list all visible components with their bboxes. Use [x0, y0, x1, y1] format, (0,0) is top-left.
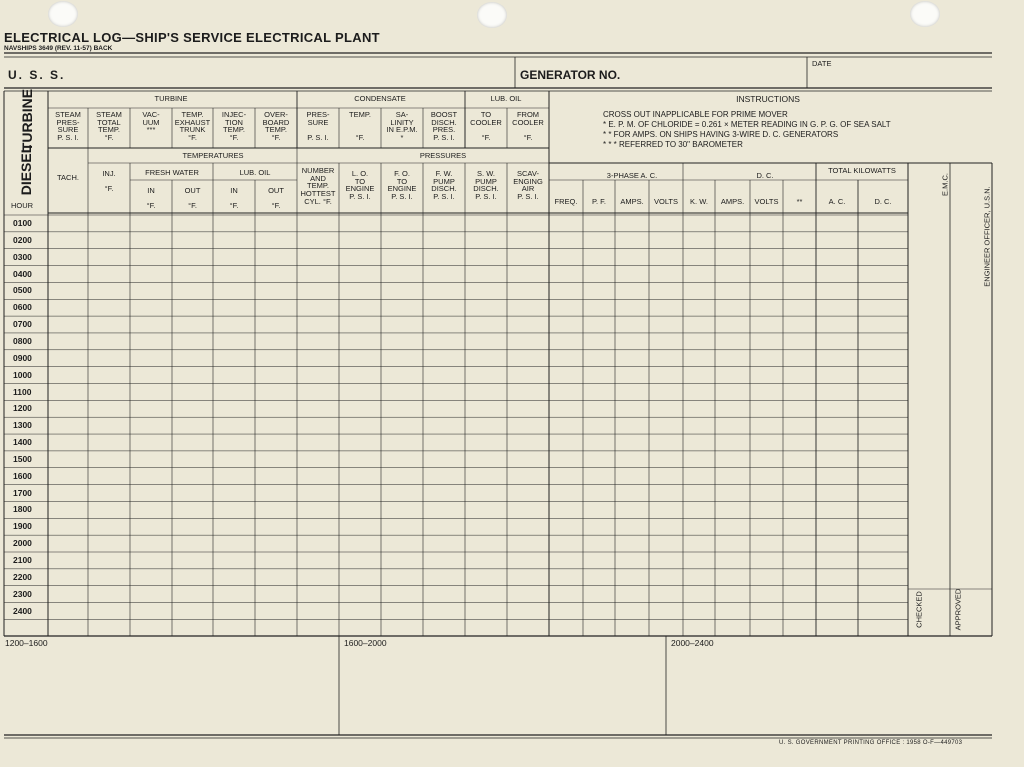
form-number: NAVSHIPS 3649 (REV. 11-57) BACK — [4, 45, 113, 52]
diesel-column-label: L. O. TO ENGINE P. S. I. — [345, 169, 375, 201]
hour-label-row: 0600 — [13, 302, 32, 313]
hour-label-row: 0800 — [13, 335, 32, 346]
condensate-group-label: CONDENSATE — [354, 94, 406, 103]
generator-label: GENERATOR NO. — [520, 68, 621, 82]
instruction-line: * E. P. M. OF CHLORIDE = 0.261 × METER READING IN G. P. G. OF SEA SALT — [603, 120, 891, 129]
electrical-column-label: VOLTS — [653, 197, 679, 206]
hour-label-row: 0500 — [13, 285, 32, 296]
electrical-column-label: VOLTS — [754, 197, 779, 206]
remarks-label-1600-2000: 1600–2000 — [344, 638, 387, 648]
hour-label-row: 1400 — [13, 437, 32, 448]
turbine-column-label: BOOST DISCH. PRES. P. S. I. — [430, 110, 458, 142]
hour-label-row: 2000 — [13, 538, 32, 549]
form-title: ELECTRICAL LOG—SHIP'S SERVICE ELECTRICAL PLANT — [4, 30, 380, 45]
checked-label: CHECKED — [914, 591, 924, 628]
turbine-group-label: TURBINE — [154, 94, 188, 103]
electrical-column-label: AMPS. — [620, 197, 644, 206]
hour-label-row: 2300 — [13, 588, 32, 599]
electrical-column-label: ** — [796, 197, 803, 206]
hour-label-row: 1300 — [13, 420, 32, 431]
turbine-column-label: TEMP. °F. — [349, 110, 371, 142]
hour-label: HOUR — [11, 201, 34, 210]
pressures-group-label: PRESSURES — [419, 151, 467, 160]
uss-label: U. S. S. — [8, 68, 66, 82]
diesel-column-label: OUT °F. — [268, 186, 284, 211]
total-kilowatts-label: TOTAL KILOWATTS — [828, 166, 896, 175]
diesel-column-label: IN °F. — [146, 186, 156, 211]
electrical-column-label: AMPS. — [720, 197, 745, 206]
hour-label-row: 2400 — [13, 605, 32, 616]
hour-label-row: 1000 — [13, 369, 32, 380]
instruction-line: CROSS OUT INAPPLICABLE FOR PRIME MOVER — [603, 110, 788, 119]
diesel-column-label: SCAV- ENGING AIR P. S. I. — [513, 169, 543, 201]
electrical-column-label: D. C. — [874, 197, 892, 206]
temperatures-group-label: TEMPERATURES — [182, 151, 244, 160]
diesel-column-label: F. O. TO ENGINE P. S. I. — [387, 169, 417, 201]
hour-label-row: 1900 — [13, 521, 32, 532]
turbine-column-label: VAC- UUM *** — [142, 110, 160, 135]
diesel-column-label: IN °F. — [229, 186, 239, 211]
hour-label-row: 0300 — [13, 251, 32, 262]
turbine-column-label: SA- LINITY IN E.P.M. * — [386, 110, 418, 142]
hour-label-row: 1100 — [13, 386, 32, 397]
printing-office-footer: U. S. GOVERNMENT PRINTING OFFICE : 1958 O-F—449703 — [779, 740, 963, 746]
emc-label: E.M.C. — [940, 173, 950, 196]
engineer-officer-label: ENGINEER OFFICER, U.S.N. — [982, 186, 992, 287]
hour-label-row: 0100 — [13, 218, 32, 228]
diesel-column-label: TACH. — [57, 173, 79, 182]
remarks-label-1200-1600: 1200–1600 — [5, 638, 48, 648]
dc-label: D. C. — [756, 171, 774, 180]
date-label: DATE — [812, 59, 832, 68]
hour-label-row: 0900 — [13, 352, 32, 363]
instruction-line: * * * REFERRED TO 30" BAROMETER — [603, 140, 743, 149]
diesel-side-label: DIESEL — [18, 144, 34, 196]
turbine-side-label: TURBINE — [19, 88, 35, 152]
remarks-label-2000-2400: 2000–2400 — [671, 638, 714, 648]
electrical-column-label: A. C. — [828, 197, 846, 206]
diesel-column-label: S. W. PUMP DISCH. P. S. I. — [473, 169, 499, 201]
hour-label-row: 0200 — [13, 234, 32, 245]
turbine-column-label: STEAM PRES- SURE P. S. I. — [55, 110, 81, 142]
electrical-column-label: K. W. — [690, 197, 708, 206]
lub-oil-group-label: LUB. OIL — [490, 94, 522, 103]
fresh-water-group-label: FRESH WATER — [145, 168, 199, 177]
instruction-line: * * FOR AMPS. ON SHIPS HAVING 3-WIRE D. C. GENERATORS — [603, 130, 839, 139]
lub-oil-temp-group-label: LUB. OIL — [239, 168, 271, 177]
turbine-column-label: TO COOLER °F. — [470, 110, 502, 142]
hour-label-row: 0400 — [13, 268, 32, 279]
hour-label-row: 1700 — [13, 487, 32, 498]
diesel-column-label: F. W. PUMP DISCH. P. S. I. — [431, 169, 457, 201]
diesel-column-label: OUT °F. — [184, 186, 201, 211]
three-phase-ac-label: 3-PHASE A. C. — [606, 171, 658, 180]
hour-label-row: 1800 — [13, 504, 32, 515]
hour-label-row: 1600 — [13, 470, 32, 481]
diesel-column-label: INJ. °F. — [102, 169, 116, 194]
electrical-column-label: P. F. — [591, 197, 607, 206]
hour-label-row: 0700 — [13, 319, 32, 330]
turbine-column-label: STEAM TOTAL TEMP. °F. — [96, 110, 122, 142]
hour-label-row: 2100 — [13, 555, 32, 565]
turbine-column-label: PRES- SURE P. S. I. — [306, 110, 330, 142]
approved-label: APPROVED — [953, 588, 963, 631]
hour-label-row: 1500 — [13, 453, 32, 464]
hour-label-row: 1200 — [13, 403, 32, 414]
hour-label-row: 2200 — [13, 571, 32, 582]
instructions-title: INSTRUCTIONS — [736, 94, 800, 104]
turbine-column-label: OVER- BOARD TEMP. °F. — [262, 110, 290, 142]
electrical-column-label: FREQ. — [554, 197, 578, 206]
diesel-column-label: NUMBER AND TEMP. HOTTEST CYL. °F. — [300, 166, 336, 206]
turbine-column-label: FROM COOLER °F. — [512, 110, 544, 142]
turbine-column-label: INJEC- TION TEMP. °F. — [221, 110, 247, 142]
turbine-column-label: TEMP. EXHAUST TRUNK °F. — [174, 110, 211, 142]
